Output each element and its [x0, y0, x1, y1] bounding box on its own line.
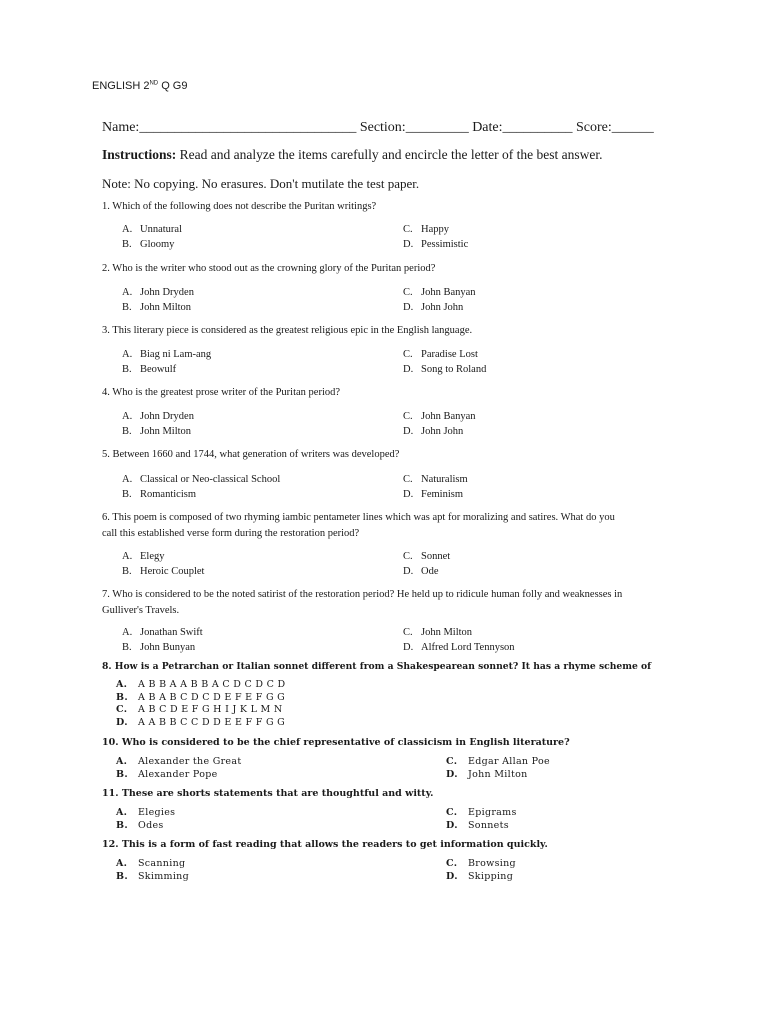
- instructions: [102, 147, 602, 163]
- option-b[interactable]: B. John Milton: [122, 302, 192, 313]
- option-d[interactable]: D. Alfred Lord Tennyson: [403, 642, 515, 653]
- option-c[interactable]: C. John Banyan: [403, 411, 476, 422]
- question-2: 2. Who is the writer who stood out as the crowning glory of the Puritan period?: [102, 263, 436, 274]
- question-10: 10. Who is considered to be the chief representative of classicism in English literature?: [102, 737, 570, 748]
- question-4-options-right: [403, 409, 476, 439]
- option-d[interactable]: D. Feminism: [403, 489, 464, 500]
- option-c[interactable]: C. John Banyan: [403, 287, 476, 298]
- option-a[interactable]: A. Unnatural: [122, 224, 182, 235]
- question-5-options-right: [403, 472, 468, 502]
- option-b[interactable]: B. Romanticism: [122, 489, 196, 500]
- question-7-options-left: [122, 625, 203, 655]
- question-2-options-left: [122, 285, 194, 315]
- option-d[interactable]: D. Skipping: [446, 870, 514, 882]
- option-c[interactable]: C. Paradise Lost: [403, 349, 478, 360]
- question-5-options-left: [122, 472, 280, 502]
- question-10-options-right: [446, 756, 550, 781]
- option-a[interactable]: A. Elegy: [122, 551, 165, 562]
- question-4-options-left: [122, 409, 194, 439]
- question-6-options-right: [403, 549, 450, 579]
- question-1-options-right: [403, 222, 468, 252]
- question-5: 5. Between 1660 and 1744, what generation of writers was developed?: [102, 449, 400, 460]
- option-d[interactable]: D. Sonnets: [446, 819, 509, 831]
- option-a[interactable]: A. A B B A A B B A C D C D C D: [116, 679, 286, 690]
- option-a[interactable]: A. Biag ni Lam-ang: [122, 349, 212, 360]
- option-c[interactable]: C. Browsing: [446, 858, 516, 869]
- option-b[interactable]: B. Skimming: [116, 870, 189, 882]
- page-header: [92, 80, 187, 92]
- question-8: 8. How is a Petrarchan or Italian sonnet different from a Shakespearean sonnet? It has a rhyme scheme of: [102, 661, 652, 672]
- question-12-options-left: [116, 858, 189, 883]
- option-c[interactable]: C. Sonnet: [403, 551, 451, 562]
- question-4: 4. Who is the greatest prose writer of the Puritan period?: [102, 387, 341, 398]
- question-2-options-right: [403, 285, 476, 315]
- option-b[interactable]: B. Alexander Pope: [116, 768, 218, 780]
- question-12: 12. This is a form of fast reading that allows the readers to get information quickly.: [102, 839, 548, 850]
- option-a[interactable]: A. Jonathan Swift: [122, 627, 203, 638]
- option-d[interactable]: D. Pessimistic: [403, 239, 469, 250]
- header-superscript: ND: [149, 80, 159, 87]
- option-b[interactable]: B. A B A B C D C D E F E F G G: [116, 691, 286, 703]
- option-c[interactable]: C. Happy: [403, 224, 449, 235]
- instructions-label: Instructions:: [102, 147, 177, 162]
- question-11-options-right: [446, 807, 517, 832]
- question-6-options-left: [122, 549, 204, 579]
- question-7: 7. Who is considered to be the noted satirist of the restoration period? He held up to ridicule human folly and weaknesses in Gulliver's Travels.: [102, 589, 623, 616]
- option-b[interactable]: B. Beowulf: [122, 364, 177, 375]
- option-b[interactable]: B. Heroic Couplet: [122, 566, 205, 577]
- option-b[interactable]: B. John Milton: [122, 426, 192, 437]
- option-a[interactable]: A. Alexander the Great: [116, 756, 242, 767]
- option-d[interactable]: D. Ode: [403, 566, 439, 577]
- question-8-options: [116, 679, 285, 729]
- header-rest: Q G9: [158, 80, 188, 92]
- question-3-options-left: [122, 347, 211, 377]
- question-7-options-right: [403, 625, 515, 655]
- question-3: 3. This literary piece is considered as the greatest religious epic in the English language.: [102, 325, 473, 336]
- option-c[interactable]: C. Edgar Allan Poe: [446, 756, 550, 767]
- option-c[interactable]: C. John Milton: [403, 627, 473, 638]
- instructions-text: Read and analyze the items carefully and encircle the letter of the best answer.: [176, 147, 603, 162]
- question-1-options-left: [122, 222, 182, 252]
- question-12-options-right: [446, 858, 516, 883]
- option-c[interactable]: C. Naturalism: [403, 474, 468, 485]
- question-10-options-left: [116, 756, 241, 781]
- header-title: ENGLISH 2: [92, 80, 150, 92]
- option-b[interactable]: B. Gloomy: [122, 239, 175, 250]
- option-a[interactable]: A. John Dryden: [122, 411, 194, 422]
- note: Note: No copying. No erasures. Don't mutilate the test paper.: [102, 176, 420, 191]
- option-d[interactable]: D. John John: [403, 426, 464, 437]
- option-a[interactable]: A. John Dryden: [122, 287, 194, 298]
- question-3-options-right: [403, 347, 486, 377]
- option-b[interactable]: B. Odes: [116, 819, 164, 831]
- option-a[interactable]: A. Scanning: [116, 858, 186, 869]
- option-d[interactable]: D. Song to Roland: [403, 364, 487, 375]
- option-c[interactable]: C. A B C D E F G H I J K L M N: [116, 704, 283, 715]
- option-b[interactable]: B. John Bunyan: [122, 642, 196, 653]
- option-d[interactable]: D. A A B B C C D D E E F F G G: [116, 716, 286, 728]
- question-6: 6. This poem is composed of two rhyming iambic pentameter lines which was apt for moralizing and satires. What do you call this established verse form during the restoration period?: [102, 512, 615, 539]
- name-section-date-score-line: Name:_______________________________ Section:_________ Date:__________ Score:______: [102, 120, 654, 135]
- option-d[interactable]: D. John Milton: [446, 768, 528, 780]
- question-11-options-left: [116, 807, 175, 832]
- option-c[interactable]: C. Epigrams: [446, 807, 517, 818]
- option-d[interactable]: D. John John: [403, 302, 464, 313]
- option-a[interactable]: A. Elegies: [116, 807, 176, 818]
- question-11: 11. These are shorts statements that are thoughtful and witty.: [102, 788, 434, 799]
- option-a[interactable]: A. Classical or Neo-classical School: [122, 474, 281, 485]
- question-1: 1. Which of the following does not describe the Puritan writings?: [102, 201, 377, 212]
